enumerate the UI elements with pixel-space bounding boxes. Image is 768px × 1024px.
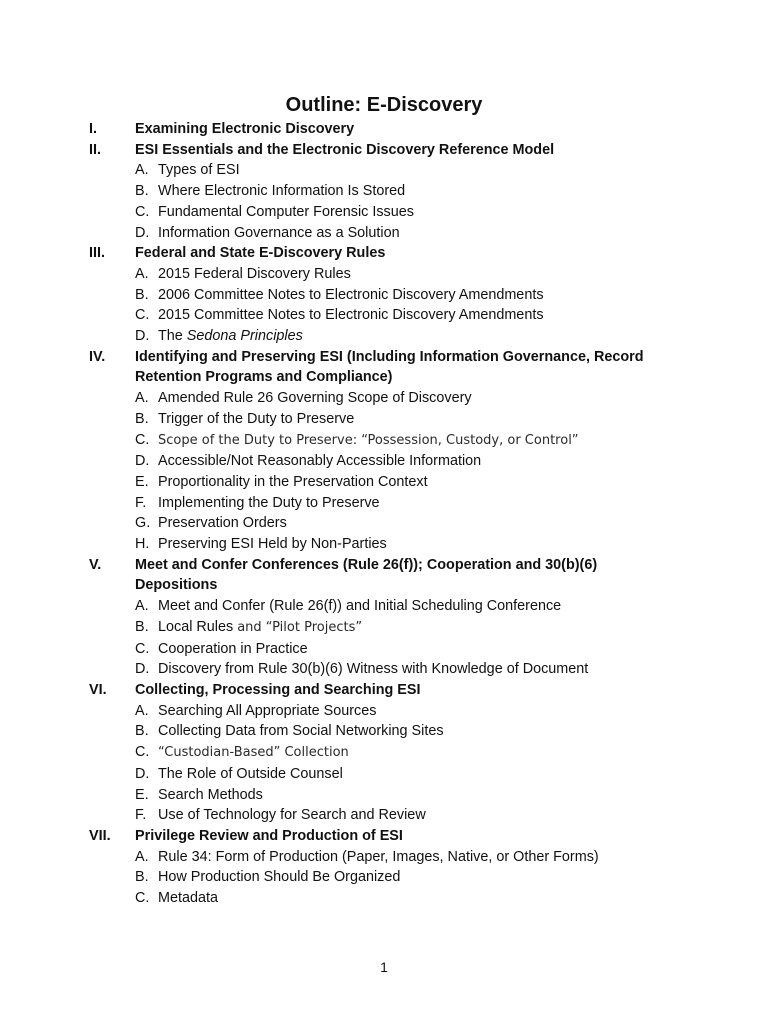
item-letter: D. [135, 661, 150, 678]
section-items [0, 596, 768, 680]
item-letter: D. [135, 328, 150, 345]
outline-item [0, 409, 768, 430]
item-letter: A. [135, 598, 149, 615]
item-letter: A. [135, 390, 149, 407]
section-title: Identifying and Preserving ESI (Including Information Governance, Record Retention Programs and Compliance) [135, 348, 644, 386]
outline-item [0, 285, 768, 306]
outline-item [0, 160, 768, 181]
item-text: Information Governance as a Solution [158, 224, 400, 241]
item-text: Fundamental Computer Forensic Issues [158, 203, 414, 220]
item-letter: H. [135, 536, 150, 553]
item-text: 2006 Committee Notes to Electronic Discovery Amendments [158, 286, 544, 303]
section-number: II. [89, 141, 101, 158]
item-text: Discovery from Rule 30(b)(6) Witness with Knowledge of Document [158, 661, 589, 678]
item-letter: C. [135, 431, 150, 448]
outline-item [0, 388, 768, 409]
item-text: Accessible/Not Reasonably Accessible Information [158, 453, 482, 470]
item-letter: A. [135, 162, 149, 179]
item-text: Use of Technology for Search and Review [158, 807, 426, 824]
section-title: ESI Essentials and the Electronic Discovery Reference Model [135, 141, 555, 158]
outline-item [0, 847, 768, 868]
item-text: “Custodian-Based” Collection [158, 745, 349, 761]
section-items [0, 160, 768, 243]
item-text: Preserving ESI Held by Non-Parties [158, 536, 387, 553]
item-letter: D. [135, 765, 150, 782]
outline-item [0, 326, 768, 347]
section-title: Examining Electronic Discovery [135, 121, 355, 137]
item-letter: E. [135, 473, 149, 490]
page-number: 1 [380, 959, 388, 975]
item-letter: A. [135, 848, 149, 865]
outline-item [0, 867, 768, 888]
item-text: The Role of Outside Counsel [158, 765, 343, 782]
item-letter: C. [135, 640, 150, 657]
item-text: The [158, 328, 187, 345]
outline-item [0, 534, 768, 555]
section-items [0, 701, 768, 826]
outline-item [0, 513, 768, 534]
outline-item [0, 493, 768, 514]
item-text: Amended Rule 26 Governing Scope of Discovery [158, 390, 472, 407]
outline-item [0, 764, 768, 785]
section-number: VI. [89, 681, 107, 698]
item-text: Collecting Data from Social Networking Sites [158, 723, 444, 740]
item-text: How Production Should Be Organized [158, 869, 401, 886]
outline-item [0, 785, 768, 806]
outline-item [0, 721, 768, 742]
item-text: Where Electronic Information Is Stored [158, 183, 406, 200]
section-heading [0, 680, 768, 701]
item-letter: A. [135, 702, 149, 719]
item-letter: B. [135, 869, 149, 886]
section-heading [0, 826, 768, 847]
item-text: Meet and Confer (Rule 26(f)) and Initial Scheduling Conference [158, 598, 562, 615]
outline-item [0, 805, 768, 826]
item-letter: F. [135, 807, 147, 824]
section-items [0, 847, 768, 909]
outline-item [0, 202, 768, 223]
outline-item [0, 264, 768, 285]
item-text: Proportionality in the Preservation Context [158, 473, 428, 490]
section-items [0, 388, 768, 555]
outline-item [0, 223, 768, 244]
section-number: I. [89, 121, 97, 137]
item-letter: G. [135, 515, 151, 532]
outline-item [0, 451, 768, 472]
item-text: Local Rules [158, 618, 238, 635]
section-number: IV. [89, 348, 106, 365]
section-heading [0, 555, 768, 596]
page-title: Outline: E-Discovery [285, 94, 483, 116]
outline-section [0, 826, 768, 909]
outline-list [0, 119, 768, 909]
item-text: Cooperation in Practice [158, 640, 308, 657]
item-text-suffix: and “Pilot Projects” [237, 619, 363, 635]
item-letter: C. [135, 744, 150, 761]
section-number: III. [89, 245, 105, 262]
item-letter: D. [135, 224, 150, 241]
outline-item [0, 430, 768, 452]
item-text: Search Methods [158, 786, 263, 803]
item-letter: F. [135, 494, 147, 511]
outline-item [0, 181, 768, 202]
section-title: Privilege Review and Production of ESI [135, 827, 403, 844]
section-heading [0, 119, 768, 140]
item-text: Scope of the Duty to Preserve: “Possession, Custody, or Control” [158, 432, 579, 448]
outline-item [0, 472, 768, 493]
outline-section [0, 347, 768, 555]
outline-item [0, 639, 768, 660]
outline-item [0, 596, 768, 617]
item-text: Rule 34: Form of Production (Paper, Images, Native, or Other Forms) [158, 848, 599, 865]
item-text: Searching All Appropriate Sources [158, 702, 377, 719]
item-text: 2015 Committee Notes to Electronic Discovery Amendments [158, 307, 544, 324]
section-number: VII. [89, 827, 111, 844]
section-items [0, 264, 768, 347]
outline-section [0, 119, 768, 140]
item-text: Trigger of the Duty to Preserve [158, 410, 355, 427]
section-heading [0, 140, 768, 161]
item-text: Implementing the Duty to Preserve [158, 494, 380, 511]
item-italic-text: Sedona Principles [186, 328, 303, 345]
section-number: V. [89, 556, 102, 573]
outline-item [0, 888, 768, 909]
outline-section [0, 243, 768, 347]
item-letter: A. [135, 265, 149, 282]
item-letter: C. [135, 890, 150, 907]
outline-item [0, 305, 768, 326]
outline-section [0, 140, 768, 244]
item-letter: B. [135, 183, 149, 200]
item-letter: B. [135, 618, 149, 635]
item-letter: C. [135, 307, 150, 324]
item-letter: B. [135, 286, 149, 303]
item-letter: B. [135, 723, 149, 740]
section-heading [0, 243, 768, 264]
item-letter: D. [135, 453, 150, 470]
item-letter: C. [135, 203, 150, 220]
item-text: Metadata [158, 890, 219, 907]
item-letter: B. [135, 410, 149, 427]
outline-section [0, 680, 768, 826]
outline-item [0, 659, 768, 680]
outline-section [0, 555, 768, 680]
item-text: 2015 Federal Discovery Rules [158, 265, 351, 282]
section-title: Federal and State E-Discovery Rules [135, 245, 386, 262]
outline-item [0, 701, 768, 722]
item-text: Types of ESI [158, 162, 240, 179]
item-letter: E. [135, 786, 149, 803]
outline-item [0, 617, 768, 639]
item-text: Preservation Orders [158, 515, 287, 532]
section-title: Collecting, Processing and Searching ESI [135, 681, 421, 698]
section-heading [0, 347, 768, 388]
section-title: Meet and Confer Conferences (Rule 26(f)); Cooperation and 30(b)(6) Depositions [135, 556, 598, 594]
outline-item [0, 742, 768, 764]
